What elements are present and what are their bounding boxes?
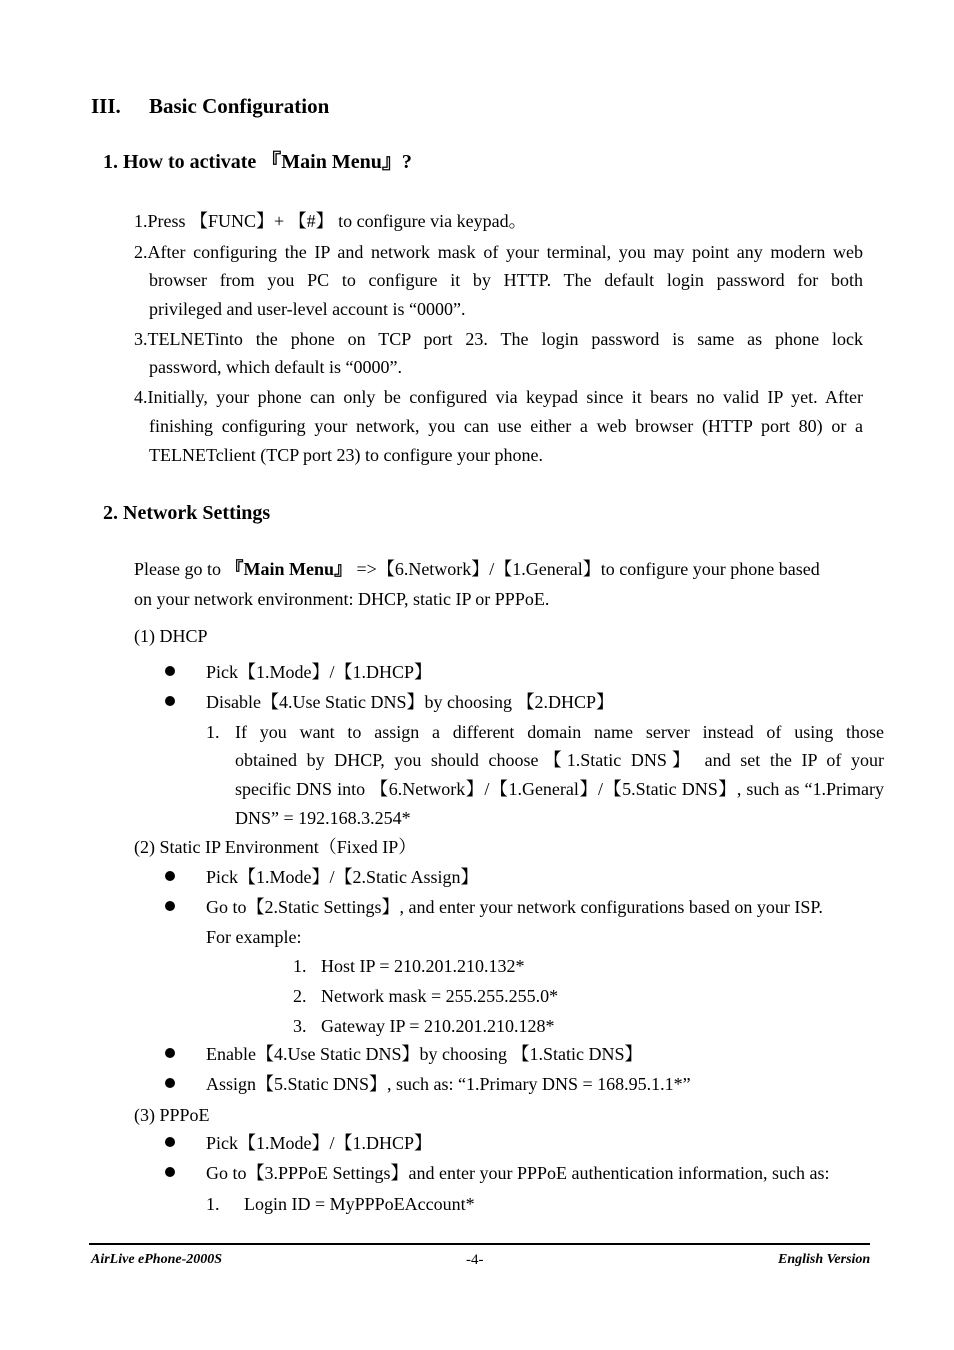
static-example-1: Host IP = 210.201.210.132*	[321, 956, 525, 976]
sub1-item3-line2: password, which default is “0000”.	[149, 357, 402, 377]
pppoe-bullet-1: Pick【1.Mode】/【1.DHCP】	[206, 1133, 433, 1153]
intro-main-menu: 『Main Menu』	[225, 559, 353, 579]
section-title: Basic Configuration	[149, 94, 330, 118]
static-example-1-num: 1.	[293, 956, 307, 976]
dhcp-note-number: 1.	[206, 722, 220, 742]
bullet-dot	[165, 901, 175, 911]
sub1-item3-line1: 3.TELNETinto the phone on TCP port 23. The login password is same as phone lock	[134, 329, 863, 349]
bullet-dot	[165, 1137, 175, 1147]
static-example-3: Gateway IP = 210.201.210.128*	[321, 1016, 555, 1036]
sub1-item2-line2: browser from you PC to configure it by HTTP. The default login password for both	[149, 270, 863, 290]
dhcp-note-line4: DNS” = 192.168.3.254*	[235, 808, 411, 828]
sub1-item4-line3: TELNETclient (TCP port 23) to configure your phone.	[149, 445, 543, 465]
bullet-dot	[165, 666, 175, 676]
sub1-item2-line3: privileged and user-level account is “0000”.	[149, 299, 466, 319]
section-number: III.	[91, 94, 121, 118]
static-example-2: Network mask = 255.255.255.0*	[321, 986, 559, 1006]
footer-rule	[89, 1243, 870, 1245]
sub1-item2-line1: 2.After configuring the IP and network mask of your terminal, you may point any modern web	[134, 242, 863, 262]
static-bullet-4: Assign【5.Static DNS】, such as: “1.Primary DNS = 168.95.1.1*”	[206, 1074, 691, 1094]
dhcp-bullet-1: Pick【1.Mode】/【1.DHCP】	[206, 662, 433, 682]
sub1-item4-line2: finishing configuring your network, you can use either a web browser (HTTP port 80) or a	[149, 416, 863, 436]
static-bullet-1: Pick【1.Mode】/【2.Static Assign】	[206, 867, 479, 887]
footer-version: English Version	[778, 1252, 871, 1267]
bullet-dot	[165, 1078, 175, 1088]
footer-page-number: -4-	[466, 1252, 484, 1268]
dhcp-label: (1) DHCP	[134, 626, 208, 646]
footer-product: AirLive ePhone-2000S	[91, 1252, 223, 1267]
sub2-intro-line2: on your network environment: DHCP, static IP or PPPoE.	[134, 589, 550, 609]
pppoe-item: Login ID = MyPPPoEAccount*	[244, 1194, 475, 1214]
sub1-heading: 1. How to activate 『Main Menu』?	[103, 151, 412, 173]
pppoe-label: (3) PPPoE	[134, 1105, 210, 1125]
pppoe-bullet-2: Go to【3.PPPoE Settings】and enter your PPPoE authentication information, such as:	[206, 1163, 830, 1183]
static-example-label: For example:	[206, 927, 302, 947]
dhcp-bullet-2: Disable【4.Use Static DNS】by choosing 【2.DHCP】	[206, 692, 614, 712]
dhcp-note-line1: If you want to assign a different domain name server instead of using those	[235, 722, 884, 742]
bullet-dot	[165, 871, 175, 881]
bullet-dot	[165, 1167, 175, 1177]
static-label: (2) Static IP Environment（Fixed IP）	[134, 837, 417, 857]
dhcp-note-line3: specific DNS into 【6.Network】/【1.General】/【5.Static DNS】, such as “1.Primary	[235, 779, 884, 799]
intro-pre: Please go to	[134, 559, 226, 579]
bullet-dot	[165, 1048, 175, 1058]
static-example-2-num: 2.	[293, 986, 307, 1006]
sub1-item4-line1: 4.Initially, your phone can only be configured via keypad since it bears no valid IP yet. After	[134, 387, 863, 407]
sub2-heading: 2. Network Settings	[103, 502, 271, 524]
bullet-dot	[165, 696, 175, 706]
intro-post: =>【6.Network】/【1.General】to configure your phone based	[352, 559, 820, 579]
static-example-3-num: 3.	[293, 1016, 307, 1036]
pppoe-item-num: 1.	[206, 1194, 220, 1214]
dhcp-note-line2: obtained by DHCP, you should choose【1.Static DNS】 and set the IP of your	[235, 750, 884, 770]
static-bullet-3: Enable【4.Use Static DNS】by choosing 【1.Static DNS】	[206, 1044, 643, 1064]
static-bullet-2: Go to【2.Static Settings】, and enter your network configurations based on your ISP.	[206, 897, 823, 917]
sub2-intro-line1	[134, 558, 820, 580]
sub1-item1: 1.Press 【FUNC】+ 【#】 to configure via keypad。	[134, 211, 527, 231]
